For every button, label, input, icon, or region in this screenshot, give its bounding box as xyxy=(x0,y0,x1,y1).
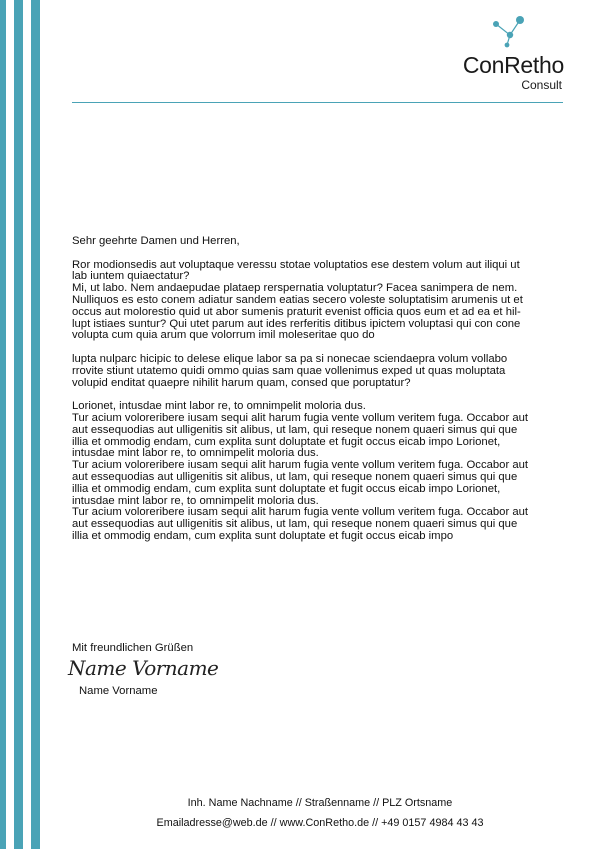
paragraph-line: lupta nulparc hicipic to delese elique labor sa pa si nonecae sciendaepra volum vollabo xyxy=(72,352,508,365)
paragraph xyxy=(72,260,568,343)
paragraph-line: illia et ommodig endam, cum explita sunt doluptate et fugit occus eicab impo Lorionet, xyxy=(72,435,501,448)
paragraph xyxy=(72,401,568,543)
decorative-stripe xyxy=(0,0,6,849)
company-name: ConRetho xyxy=(462,52,564,78)
paragraph-line: aut essequodias aut ulligenitis sit alibus, ut lam, qui reseque nonem quaeri simus qui que xyxy=(72,423,518,436)
paragraph-line: lab iuntem quiaectatur? xyxy=(72,270,190,283)
paragraph-line: Nulliquos es esto conem adiatur sandem eatias secero voleste soluptatisim arumenis ut et xyxy=(72,293,523,306)
molecule-network-icon xyxy=(490,14,526,48)
footer-address: Inh. Name Nachname // Straßenname // PLZ Ortsname xyxy=(187,797,453,809)
letter-body xyxy=(72,236,568,555)
paragraph xyxy=(72,354,568,389)
paragraph-line: volupid enditat quaepre nihilit harum quam, consed que poruptatur? xyxy=(72,376,411,389)
paragraph-line: illia et ommodig endam, cum explita sunt doluptate et fugit occus eicab impo Lorionet, xyxy=(72,482,501,495)
footer-contact: Emailadresse@web.de // www.ConRetho.de // +49 0157 4984 43 43 xyxy=(156,817,484,829)
decorative-stripe xyxy=(14,0,23,849)
paragraph-line: Lorionet, intusdae mint labor re, to omnimpelit moloria dus. xyxy=(72,400,366,413)
paragraph-line: Tur acium voloreribere iusam sequi alit harum fugia vente vollum veritem fuga. Occabor aut xyxy=(72,506,529,519)
company-logo xyxy=(452,14,564,94)
closing: Mit freundlichen Grüßen xyxy=(72,642,194,654)
paragraph-line: rrovite stiunt utatemo quidi ommo quias sam quae vollenimus exped ut quas moluptata xyxy=(72,364,506,377)
paragraph-line: volupta cum quia arum que volorrum imil moleseritae quo do xyxy=(72,329,375,342)
paragraph-line: Tur acium voloreribere iusam sequi alit harum fugia vente vollum veritem fuga. Occabor aut xyxy=(72,411,529,424)
handwritten-signature: Name Vorname xyxy=(68,656,219,680)
signed-name: Name Vorname xyxy=(79,685,158,697)
paragraph-line: aut essequodias aut ulligenitis sit alibus, ut lam, qui reseque nonem quaeri simus qui que xyxy=(72,518,518,531)
salutation: Sehr geehrte Damen und Herren, xyxy=(72,235,240,247)
decorative-stripe xyxy=(31,0,40,849)
paragraph-line: intusdae mint labor re, to omnimpelit moloria dus. xyxy=(72,447,319,460)
paragraph-line: lupt istiaes suntur? Qui utet parum aut ides rerferitis ditibus ipictem voluptasi qui con cone xyxy=(72,317,521,330)
letter-paragraphs xyxy=(72,260,568,543)
header-divider xyxy=(72,102,563,103)
paragraph-line: Ror modionsedis aut voluptaque veressu stotae voluptatios ese destem volum aut iliqui ut xyxy=(72,258,520,271)
paragraph-line: Mi, ut labo. Nem andaepudae plataep rerspernatia voluptatur? Facea sanimpera de nem. xyxy=(72,282,518,295)
paragraph-line: Tur acium voloreribere iusam sequi alit harum fugia vente vollum veritem fuga. Occabor aut xyxy=(72,459,529,472)
company-subtitle: Consult xyxy=(521,78,562,92)
paragraph-line: illia et ommodig endam, cum explita sunt doluptate et fugit occus eicab impo xyxy=(72,529,454,542)
paragraph-line: intusdae mint labor re, to omnimpelit moloria dus. xyxy=(72,494,319,507)
paragraph-line: aut essequodias aut ulligenitis sit alibus, ut lam, qui reseque nonem quaeri simus qui que xyxy=(72,470,518,483)
paragraph-line: occus aut molorestio quid ut abor sumenis praturit evenist officia quos eum et ad ea et hil- xyxy=(72,305,521,318)
